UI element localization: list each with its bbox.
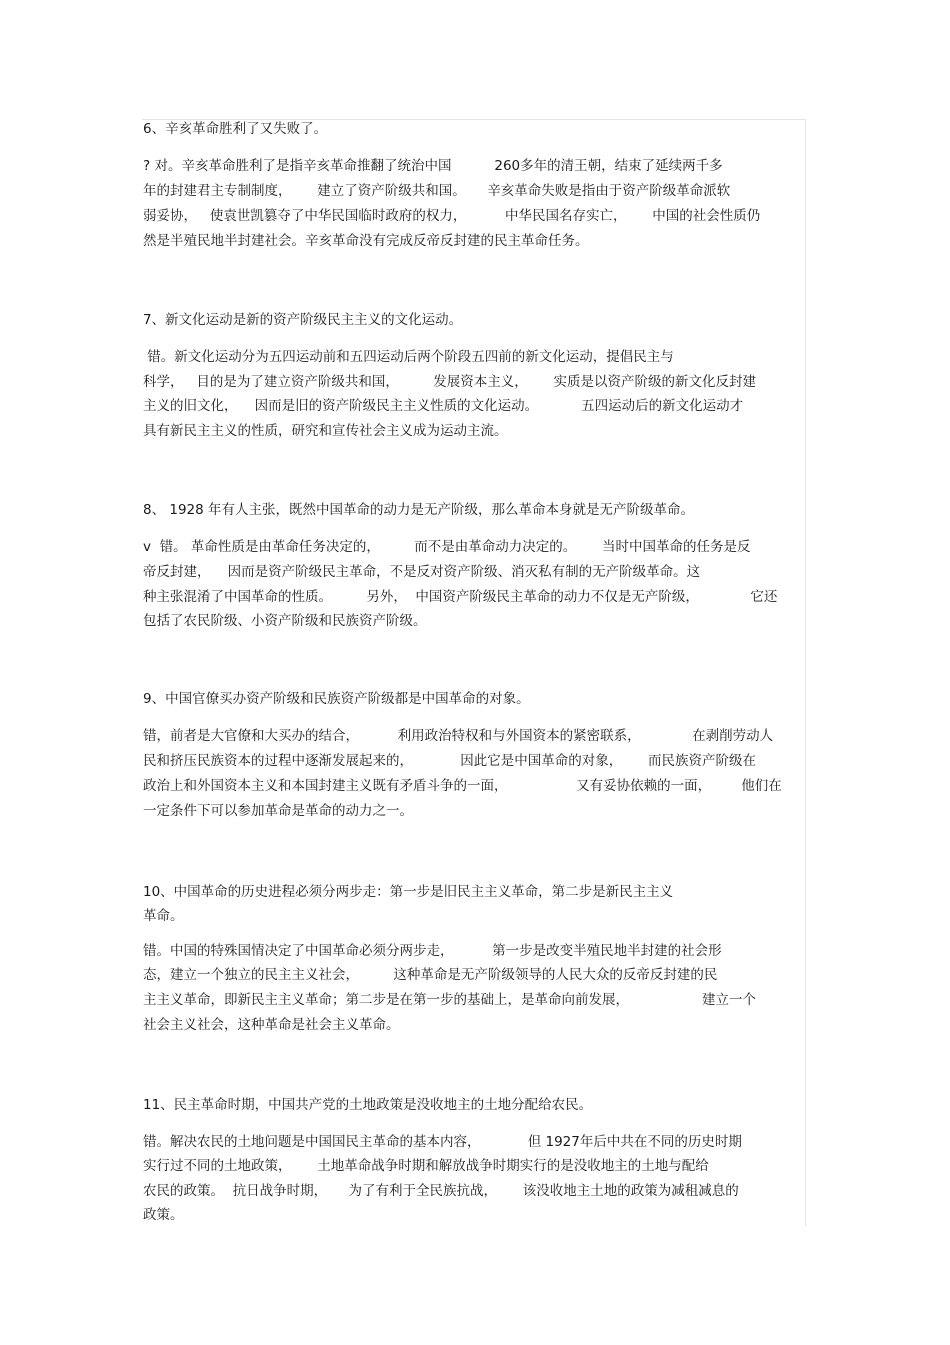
question-10-answer-line-1: 错。中国的特殊国情决定了中国革命必须分两步走， 第一步是改变半殖民地半封建的社会形 — [143, 943, 722, 959]
question-8-answer-line-2: 帝反封建， 因而是资产阶级民主革命，不是反对资产阶级、消灭私有制的无产阶级革命。这 — [143, 564, 701, 580]
question-9-answer-line-1: 错，前者是大官僚和大买办的结合， 利用政治特权和与外国资本的紧密联系， 在剥削劳动人 — [143, 728, 774, 744]
question-7-answer-line-3: 主义的旧文化， 因而是旧的资产阶级民主主义性质的文化运动。 五四运动后的新文化运动才 — [143, 398, 744, 414]
question-10-answer-line-2: 态，建立一个独立的民主主义社会， 这种革命是无产阶级领导的人民大众的反帝反封建的民 — [143, 967, 718, 983]
question-6-answer-line-3: 弱妥协， 使袁世凯篡夺了中华民国临时政府的权力， 中华民国名存实亡， 中国的社会性质仍 — [143, 208, 761, 224]
question-7-answer-line-1: 错。新文化运动分为五四运动前和五四运动后两个阶段五四前的新文化运动，提倡民主与 — [143, 349, 674, 365]
question-9-answer-line-2: 民和挤压民族资本的过程中逐渐发展起来的， 因此它是中国革命的对象， 而民族资产阶级在 — [143, 753, 756, 769]
question-8-answer-line-4: 包括了农民阶级、小资产阶级和民族资产阶级。 — [143, 613, 427, 629]
question-7-answer-line-2: 科学， 目的是为了建立资产阶级共和国， 发展资本主义， 实质是以资产阶级的新文化反封建 — [143, 374, 756, 390]
question-7-answer-line-4: 具有新民主主义的性质，研究和宣传社会主义成为运动主流。 — [143, 423, 508, 439]
question-10-answer-line-3: 主主义革命，即新民主主义革命；第二步是在第一步的基础上，是革命向前发展， 建立一个 — [143, 992, 756, 1008]
question-11-answer-line-2: 实行过不同的土地政策， 土地革命战争时期和解放战争时期实行的是没收地主的土地与配给 — [143, 1158, 709, 1174]
question-6-statement: 6、辛亥革命胜利了又失败了。 — [143, 121, 328, 137]
question-11-statement: 11、民主革命时期，中国共产党的土地政策是没收地主的土地分配给农民。 — [143, 1097, 593, 1113]
question-9-answer-line-3: 政治上和外国资本主义和本国封建主义既有矛盾斗争的一面， 又有妥协依赖的一面， 他们在 — [143, 778, 782, 794]
question-11-answer-line-4: 政策。 — [143, 1207, 184, 1223]
question-6-answer-line-4: 然是半殖民地半封建社会。辛亥革命没有完成反帝反封建的民主革命任务。 — [143, 233, 589, 249]
question-8-answer-line-1: v 错。 革命性质是由革命任务决定的， 而不是由革命动力决定的。 当时中国革命的任务是反 — [143, 539, 751, 555]
question-10-statement: 10、中国革命的历史进程必须分两步走：第一步是旧民主主义革命，第二步是新民主主义 革命。 — [143, 884, 674, 924]
content-frame — [142, 119, 806, 1226]
question-11-answer-line-3: 农民的政策。 抗日战争时期， 为了有利于全民族抗战， 该没收地主土地的政策为减租减息的 — [143, 1183, 739, 1199]
question-9-statement: 9、中国官僚买办资产阶级和民族资产阶级都是中国革命的对象。 — [143, 691, 530, 707]
question-7-statement: 7、新文化运动是新的资产阶级民主主义的文化运动。 — [143, 312, 463, 328]
question-8-answer-line-3: 种主张混淆了中国革命的性质。 另外， 中国资产阶级民主革命的动力不仅是无产阶级， 它还 — [143, 589, 778, 605]
question-9-answer-line-4: 一定条件下可以参加革命是革命的动力之一。 — [143, 803, 413, 819]
question-6-answer-line-1: ? 对。辛亥革命胜利了是指辛亥革命推翻了统治中国 260多年的清王朝，结束了延续两千多 — [143, 158, 723, 174]
question-6-answer-line-2: 年的封建君主专制制度， 建立了资产阶级共和国。 辛亥革命失败是指由于资产阶级革命派软 — [143, 183, 731, 199]
question-10-answer-line-4: 社会主义社会，这种革命是社会主义革命。 — [143, 1017, 400, 1033]
question-11-answer-line-1: 错。解决农民的土地问题是中国国民主革命的基本内容， 但 1927年后中共在不同的历史时期 — [143, 1134, 742, 1150]
question-8-statement: 8、 1928 年有人主张，既然中国革命的动力是无产阶级，那么革命本身就是无产阶级革命。 — [143, 502, 695, 518]
